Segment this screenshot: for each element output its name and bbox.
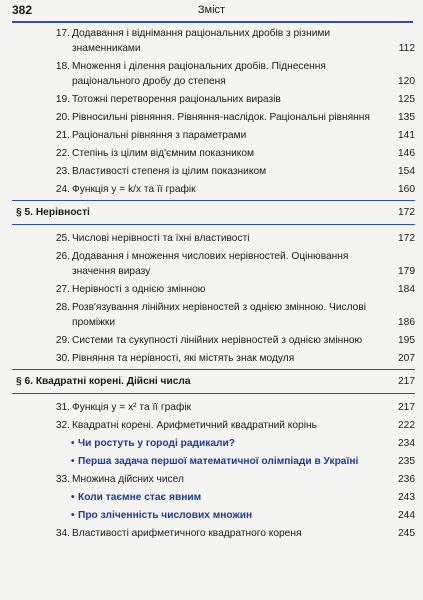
entry-number: 28. [55,302,70,313]
entry-page-number: 141 [398,130,415,141]
entry-page-number: 179 [398,266,415,277]
entry-number: 33. [55,474,70,485]
entry-title: Додавання і віднімання раціональних дробів з різними знаменниками [72,28,331,54]
entry-number: 21. [55,130,70,141]
entry-title: Розв'язування лінійних нерівностей з однією змінною. Числові проміжки [72,302,367,328]
bullet-icon: • [71,492,75,503]
toc-section-heading[interactable] [12,369,415,394]
toc-subentry[interactable] [0,490,423,505]
toc-entry[interactable] [0,472,423,487]
entry-title: Функція y = k/x та її графік [72,184,196,195]
entry-title: Множина дійсних чисел [72,474,184,485]
entry-page-number: 184 [398,284,415,295]
entry-page-number: 172 [398,207,415,218]
entry-title: Властивості степеня із цілим показником [72,166,267,177]
entry-page-number: 236 [398,474,415,485]
header-rule [12,21,413,23]
entry-page-number: 245 [398,528,415,539]
entry-number: 24. [55,184,70,195]
entry-title: § 6. Квадратні корені. Дійсні числа [16,376,191,387]
entry-title: § 5. Нерівності [16,207,90,218]
entry-page-number: 195 [398,335,415,346]
toc-entry[interactable] [0,526,423,541]
entry-title: Функція y = x² та її графік [72,402,192,413]
entry-page-number: 207 [398,353,415,364]
toc-entry[interactable] [0,59,423,89]
toc-entry[interactable] [0,400,423,415]
bullet-icon: • [71,438,75,449]
entry-title: Чи ростуть у городі радикали? [78,438,235,449]
toc-entry[interactable] [0,26,423,56]
entry-title: Множення і ділення раціональних дробів. Піднесення раціонального дробу до степеня [72,61,326,87]
toc-section-heading[interactable] [12,200,415,225]
entry-page-number: 112 [398,43,415,54]
entry-page-number: 125 [398,94,415,105]
toc-entry[interactable] [0,146,423,161]
toc-entry[interactable] [0,92,423,107]
entry-number: 17. [55,28,70,39]
entry-page-number: 186 [398,317,415,328]
entry-title: Перша задача першої математичної олімпіади в Україні [78,456,359,467]
toc-entry[interactable] [0,182,423,197]
toc-subentry[interactable] [0,454,423,469]
toc-entry[interactable] [0,128,423,143]
entry-title: Тотожні перетворення раціональних виразів [72,94,281,105]
entry-number: 22. [55,148,70,159]
entry-number: 19. [55,94,70,105]
entry-title: Коли таємне стає явним [78,492,202,503]
entry-page-number: 217 [398,376,415,387]
running-head: Зміст [197,4,226,16]
entry-number: 27. [55,284,70,295]
bullet-icon: • [71,456,75,467]
entry-number: 23. [55,166,70,177]
entry-number: 31. [55,402,70,413]
entry-page-number: 234 [398,438,415,449]
entry-page-number: 222 [398,420,415,431]
toc-entry[interactable] [0,282,423,297]
entry-number: 34. [55,528,70,539]
entry-page-number: 135 [398,112,415,123]
toc-entry[interactable] [0,164,423,179]
page-number: 382 [12,3,33,17]
entry-page-number: 217 [398,402,415,413]
entry-page-number: 160 [398,184,415,195]
toc-entry[interactable] [0,249,423,279]
entry-page-number: 243 [398,492,415,503]
toc-entry[interactable] [0,300,423,330]
entry-title: Додавання і множення числових нерівностей. Оцінювання значення виразу [72,251,349,277]
toc-entry[interactable] [0,231,423,246]
entry-page-number: 244 [398,510,415,521]
entry-number: 29. [55,335,70,346]
entry-number: 26. [55,251,70,262]
entry-number: 32. [55,420,70,431]
entry-number: 18. [55,61,70,72]
entry-title: Рівняння та нерівності, які містять знак модуля [72,353,295,364]
entry-title: Про зліченність числових множин [78,510,253,521]
entry-title: Системи та сукупності лінійних нерівностей з однією змінною [72,335,363,346]
entry-number: 20. [55,112,70,123]
entry-title: Раціональні рівняння з параметрами [72,130,247,141]
entry-page-number: 120 [398,76,415,87]
entry-title: Рівносильні рівняння. Рівняння-наслідок. Раціональні рівняння [72,112,370,123]
entry-page-number: 172 [398,233,415,244]
toc-entry[interactable] [0,110,423,125]
entry-page-number: 235 [398,456,415,467]
entry-page-number: 154 [398,166,415,177]
toc-subentry[interactable] [0,436,423,451]
entry-title: Числові нерівності та їхні властивості [72,233,250,244]
toc-entry[interactable] [0,333,423,348]
entry-number: 25. [55,233,70,244]
toc-entry[interactable] [0,418,423,433]
entry-title: Властивості арифметичного квадратного кореня [72,528,302,539]
entry-title: Степінь із цілим від'ємним показником [72,148,255,159]
entry-page-number: 146 [398,148,415,159]
toc-subentry[interactable] [0,508,423,523]
entry-title: Нерівності з однією змінною [72,284,206,295]
bullet-icon: • [71,510,75,521]
table-of-contents [0,26,423,544]
entry-number: 30. [55,353,70,364]
toc-entry[interactable] [0,351,423,366]
entry-title: Квадратні корені. Арифметичний квадратний корінь [72,420,317,431]
